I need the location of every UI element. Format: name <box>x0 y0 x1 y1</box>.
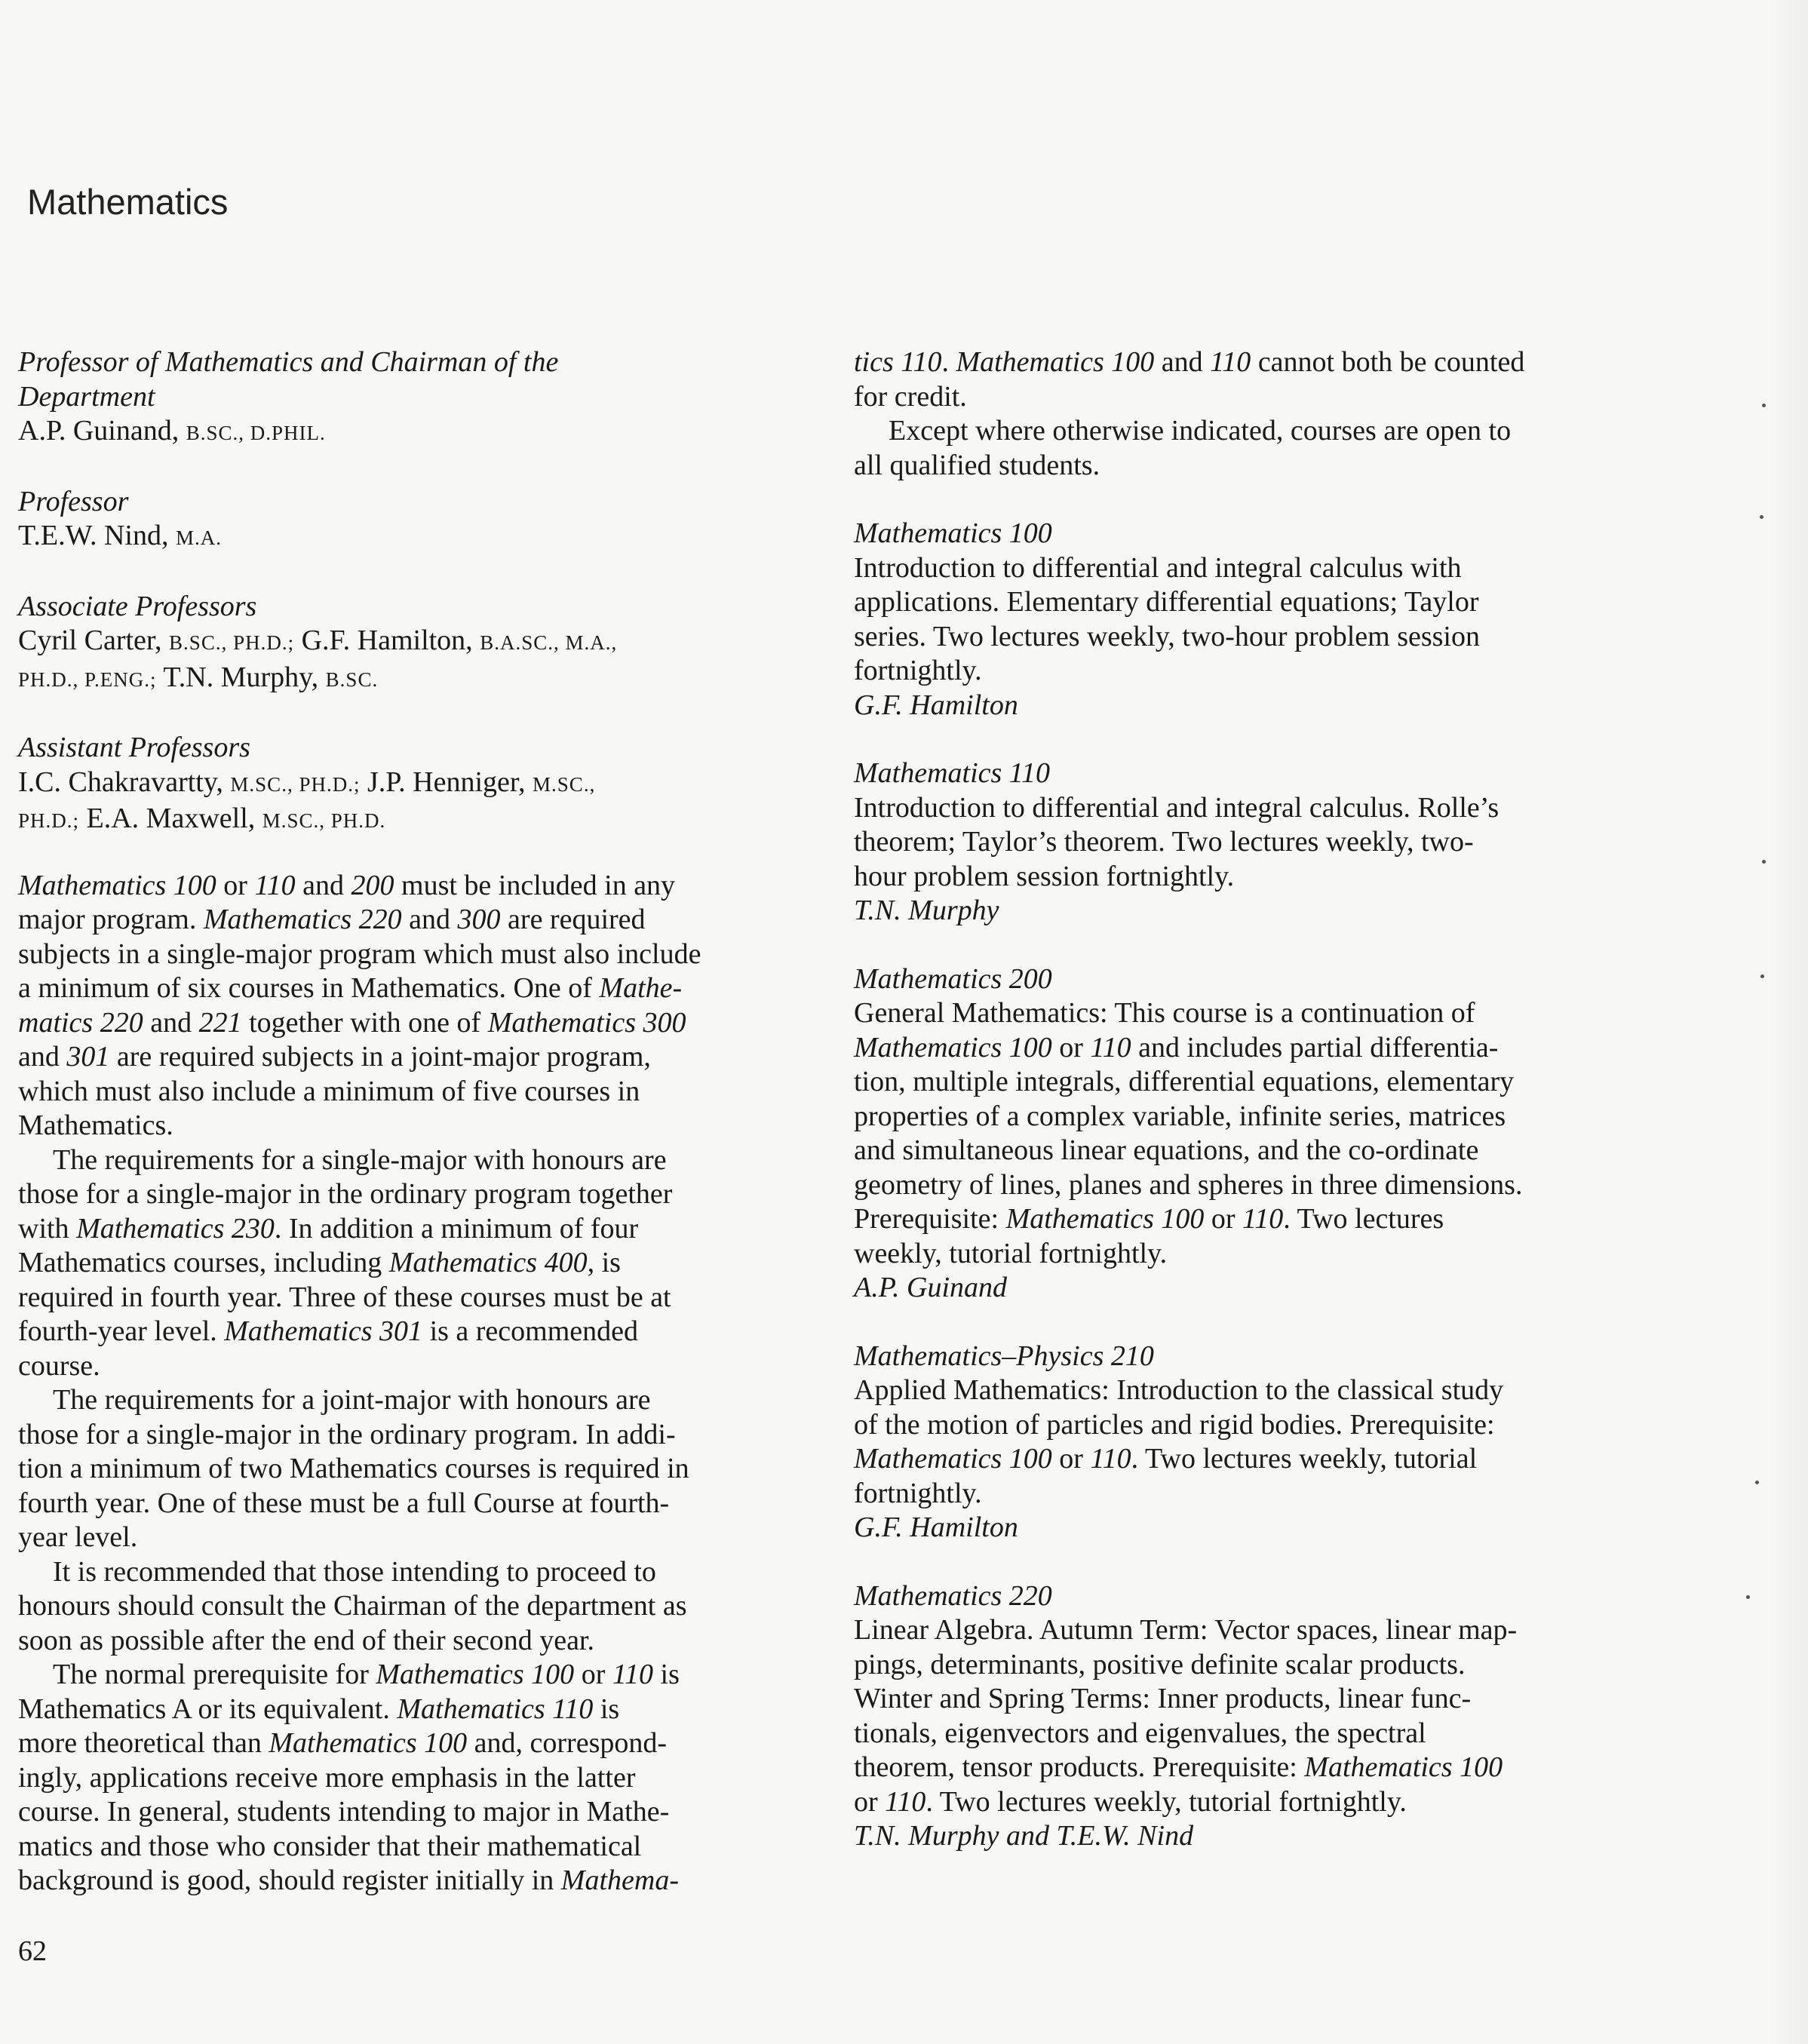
faculty-degrees: B.SC. <box>325 668 379 691</box>
italic-text: Mathematics 100 <box>854 1443 1052 1475</box>
faculty-degrees: M.SC., <box>533 772 596 796</box>
text-run: honours should consult the Chairman of the department as <box>18 1590 687 1622</box>
text-line <box>18 1624 824 1659</box>
text-run: for credit. <box>854 380 967 413</box>
faculty-line <box>18 624 824 661</box>
text-run: . Two lectures weekly, tutorial <box>1131 1443 1478 1475</box>
right-column <box>854 345 1668 1854</box>
scan-speck <box>1762 860 1766 864</box>
text-line <box>18 1281 824 1315</box>
text-line <box>18 1487 824 1521</box>
course-instructor: T.N. Murphy <box>854 895 999 926</box>
text-run: tion a minimum of two Mathematics courses is required in <box>18 1453 689 1484</box>
text-line <box>854 1785 1668 1820</box>
faculty-name: T.E.W. Nind, <box>18 520 169 551</box>
text-run: , is <box>587 1247 621 1278</box>
text-run: hour problem session fortnightly. <box>854 860 1235 892</box>
text-line <box>854 1373 1668 1408</box>
faculty-line <box>18 414 824 451</box>
scan-speck <box>1762 404 1766 407</box>
course-description <box>854 551 1668 689</box>
text-line <box>18 1658 824 1693</box>
text-run: is a recommended <box>422 1315 639 1347</box>
italic-text: 200 <box>351 869 394 901</box>
faculty-degrees: PH.D.; <box>18 809 80 832</box>
text-run: The requirements for a single-major with honours are <box>53 1143 667 1176</box>
text-run: cannot both be counted <box>1251 346 1525 378</box>
left-column <box>18 345 824 1898</box>
faculty-name: Cyril Carter, <box>18 625 162 656</box>
text-run: theorem; Taylor’s theorem. Two lectures weekly, two- <box>854 826 1474 858</box>
course-entry <box>854 1579 1668 1854</box>
faculty-name: I.C. Chakravartty, <box>18 766 223 798</box>
faculty-name: T.N. Murphy, <box>163 661 319 693</box>
text-run: or <box>216 869 255 901</box>
text-run: Mathematics A or its equivalent. <box>18 1693 398 1725</box>
text-line <box>854 1682 1668 1717</box>
italic-text: Mathematics 400 <box>388 1247 588 1278</box>
text-line <box>18 1418 824 1453</box>
course-instructor: T.N. Murphy and T.E.W. Nind <box>854 1820 1194 1852</box>
text-run: ingly, applications receive more emphasis in the latter <box>18 1761 636 1794</box>
role-title: Assistant Professors <box>18 732 250 763</box>
text-run: General Mathematics: This course is a continuation of <box>854 997 1475 1029</box>
text-line <box>854 1477 1668 1512</box>
text-run: and includes partial differentia- <box>1131 1031 1499 1063</box>
text-run: required in fourth year. Three of these courses must be at <box>18 1281 671 1313</box>
honours-recommendation-paragraph <box>18 1555 824 1659</box>
italic-text: matics 220 <box>18 1006 143 1039</box>
italic-text: 110 <box>1090 1031 1131 1063</box>
scan-speck <box>1746 1595 1750 1599</box>
italic-text: Mathematics 100 <box>18 869 216 901</box>
faculty-name: J.P. Henniger, <box>367 766 526 798</box>
text-line <box>18 1040 824 1075</box>
text-run: weekly, tutorial fortnightly. <box>854 1237 1168 1269</box>
text-line <box>18 1212 824 1247</box>
text-run: of the motion of particles and rigid bodies. Prerequisite: <box>854 1408 1495 1441</box>
faculty-name: G.F. Hamilton, <box>301 625 473 656</box>
italic-text: Mathema- <box>560 1864 679 1896</box>
text-run: are required <box>500 904 646 935</box>
text-run: background is good, should register initially in <box>18 1864 561 1896</box>
italic-text: Mathematics 220 <box>203 904 402 935</box>
role-title: Associate Professors <box>18 590 257 622</box>
text-line <box>18 1075 824 1109</box>
text-run: and <box>143 1006 199 1039</box>
text-line <box>18 1349 824 1384</box>
role-title: Professor of Mathematics and Chairman of the <box>18 346 559 378</box>
scan-speck <box>1760 515 1763 519</box>
italic-text: 110 <box>254 869 296 901</box>
text-line <box>18 869 824 904</box>
text-run: theorem, tensor products. Prerequisite: <box>854 1751 1305 1783</box>
text-line <box>854 1065 1668 1100</box>
honours-single-major-paragraph <box>18 1143 824 1384</box>
faculty-degrees: M.SC., PH.D. <box>262 809 386 832</box>
text-run: with <box>18 1212 77 1245</box>
text-run: matics and those who consider that their mathematical <box>18 1830 642 1862</box>
italic-text: 110 <box>1090 1443 1131 1475</box>
text-run: series. Two lectures weekly, two-hour problem session <box>854 620 1480 652</box>
text-line <box>854 585 1668 620</box>
italic-text: Mathe- <box>599 972 683 1004</box>
text-run: . Two lectures <box>1283 1203 1444 1235</box>
faculty-line <box>18 661 824 698</box>
course-instructor: G.F. Hamilton <box>854 689 1018 721</box>
text-run: and, correspond- <box>467 1727 668 1759</box>
course-entry <box>854 757 1668 928</box>
text-line <box>854 1202 1668 1237</box>
text-line <box>18 1864 824 1898</box>
text-run: Prerequisite: <box>854 1203 1006 1235</box>
course-title: Mathematics 110 <box>854 757 1050 789</box>
text-line <box>18 1383 824 1418</box>
course-instructor: G.F. Hamilton <box>854 1512 1018 1543</box>
italic-text: 110 <box>885 1785 926 1818</box>
text-run: more theoretical than <box>18 1727 269 1759</box>
text-run: which must also include a minimum of five courses in <box>18 1075 640 1107</box>
text-run: Linear Algebra. Autumn Term: Vector spaces, linear map- <box>854 1614 1518 1646</box>
text-run: . <box>941 346 956 378</box>
text-run: and <box>295 869 351 901</box>
text-run: is <box>593 1693 620 1725</box>
italic-text: 301 <box>66 1041 110 1073</box>
italic-text: 110 <box>612 1659 654 1690</box>
faculty-line <box>18 519 824 556</box>
text-run: or <box>574 1659 612 1690</box>
text-run: . Two lectures weekly, tutorial fortnightly. <box>925 1785 1407 1818</box>
text-line <box>18 938 824 972</box>
text-line <box>854 345 1668 380</box>
course-description <box>854 1373 1668 1511</box>
text-line <box>854 996 1668 1031</box>
course-instructor: A.P. Guinand <box>854 1272 1008 1303</box>
page-number: 62 <box>18 1935 47 1967</box>
course-entry <box>854 962 1668 1306</box>
text-line <box>854 654 1668 689</box>
page-title: Mathematics <box>27 182 229 222</box>
faculty-name: A.P. Guinand, <box>18 415 180 447</box>
text-run: fortnightly. <box>854 1477 982 1509</box>
text-line <box>854 1031 1668 1066</box>
role-title: Professor <box>18 485 129 517</box>
text-line <box>854 551 1668 586</box>
course-title: Mathematics 200 <box>854 962 1052 995</box>
text-line <box>18 1795 824 1830</box>
text-run: properties of a complex variable, infinite series, matrices <box>854 1100 1506 1132</box>
faculty-degrees: M.A. <box>175 526 222 549</box>
text-line <box>18 1452 824 1487</box>
text-line <box>18 903 824 938</box>
italic-text: Mathematics 100 <box>956 346 1155 378</box>
course-entry <box>854 1340 1668 1545</box>
course-description <box>854 996 1668 1271</box>
text-line <box>18 1177 824 1212</box>
text-run: together with one of <box>241 1006 488 1039</box>
prerequisite-paragraph <box>18 1658 824 1898</box>
text-run: and <box>401 904 458 935</box>
text-line <box>18 1006 824 1041</box>
text-line <box>18 1693 824 1727</box>
text-run: Introduction to differential and integral calculus. Rolle’s <box>854 791 1500 824</box>
text-line <box>18 1555 824 1590</box>
text-run: those for a single-major in the ordinary program together <box>18 1178 673 1210</box>
italic-text: 221 <box>198 1006 242 1039</box>
text-line <box>18 1830 824 1864</box>
text-line <box>854 1717 1668 1751</box>
scan-speck <box>1755 1481 1759 1484</box>
text-run: fourth-year level. <box>18 1315 225 1347</box>
italic-text: Mathematics 301 <box>224 1315 423 1347</box>
text-run: tion, multiple integrals, differential equations, elementary <box>854 1066 1515 1097</box>
faculty-chairman <box>18 345 824 451</box>
text-line <box>18 1109 824 1143</box>
italic-text: Mathematics 300 <box>487 1006 686 1039</box>
text-line <box>854 825 1668 860</box>
italic-text: 300 <box>457 904 501 935</box>
italic-text: tics 110 <box>854 346 942 378</box>
italic-text: Mathematics 230 <box>76 1212 275 1245</box>
course-entry <box>854 517 1668 723</box>
italic-text: 110 <box>1210 346 1251 378</box>
text-line <box>18 1521 824 1555</box>
text-line <box>18 1589 824 1624</box>
text-run: geometry of lines, planes and spheres in three dimensions. <box>854 1168 1523 1201</box>
text-run: major program. <box>18 904 204 935</box>
text-run: or <box>1051 1443 1091 1475</box>
course-description <box>854 791 1668 895</box>
text-line <box>854 620 1668 655</box>
text-run: Mathematics. <box>18 1109 173 1141</box>
text-line <box>854 1134 1668 1168</box>
text-run: . In addition a minimum of four <box>274 1212 639 1245</box>
text-run: are required subjects in a joint-major program, <box>109 1041 651 1073</box>
text-line <box>854 1237 1668 1272</box>
text-run: Winter and Spring Terms: Inner products, linear func- <box>854 1683 1472 1714</box>
text-run: all qualified students. <box>854 449 1100 481</box>
scan-speck <box>1760 974 1764 978</box>
text-run: subjects in a single-major program which must also include <box>18 938 701 970</box>
text-run: fourth year. One of these must be a full Course at fourth- <box>18 1487 670 1519</box>
faculty-line <box>18 802 824 839</box>
honours-joint-major-paragraph <box>18 1383 824 1555</box>
program-requirements-paragraph <box>18 869 824 1143</box>
text-run: must be included in any <box>394 869 676 901</box>
text-run: or <box>1204 1203 1243 1235</box>
text-line <box>18 1726 824 1761</box>
faculty-assistant-professors <box>18 731 824 839</box>
text-line <box>18 1246 824 1281</box>
text-run: The normal prerequisite for <box>53 1659 376 1690</box>
text-run: Except where otherwise indicated, courses are open to <box>889 415 1512 447</box>
italic-text: Mathematics 100 <box>854 1031 1052 1063</box>
text-run: course. In general, students intending to major in Mathe- <box>18 1796 670 1828</box>
faculty-degrees: M.SC., PH.D.; <box>230 772 361 796</box>
text-run: pings, determinants, positive definite scalar products. <box>854 1648 1466 1680</box>
text-line <box>854 1168 1668 1203</box>
text-run: course. <box>18 1349 100 1382</box>
credit-note-paragraph <box>854 345 1668 414</box>
text-line <box>854 1408 1668 1443</box>
course-list <box>854 517 1668 1854</box>
text-run: The requirements for a joint-major with honours are <box>53 1384 651 1416</box>
text-run: or <box>1051 1031 1091 1063</box>
text-run: It is recommended that those intending to proceed to <box>53 1555 656 1588</box>
text-line <box>854 449 1668 483</box>
text-run: year level. <box>18 1521 138 1553</box>
faculty-degrees: PH.D., P.ENG.; <box>18 668 157 691</box>
course-title: Mathematics–Physics 210 <box>854 1340 1154 1372</box>
course-title: Mathematics 100 <box>854 517 1052 549</box>
text-run: is <box>653 1659 680 1690</box>
text-run: applications. Elementary differential equations; Taylor <box>854 586 1479 618</box>
text-line <box>854 414 1668 449</box>
text-run: those for a single-major in the ordinary program. In addi- <box>18 1418 676 1450</box>
italic-text: Mathematics 100 <box>269 1727 468 1759</box>
role-title-continued: Department <box>18 380 155 413</box>
text-line <box>854 380 1668 415</box>
text-line <box>854 791 1668 826</box>
italic-text: Mathematics 100 <box>1304 1751 1503 1783</box>
text-run: fortnightly. <box>854 655 982 686</box>
text-line <box>18 1143 824 1178</box>
text-run: and <box>18 1041 67 1073</box>
italic-text: 110 <box>1242 1203 1284 1235</box>
faculty-name: E.A. Maxwell, <box>86 803 256 834</box>
italic-text: Mathematics 110 <box>397 1693 594 1725</box>
text-line <box>854 1613 1668 1648</box>
text-run: Applied Mathematics: Introduction to the classical study <box>854 1374 1504 1406</box>
text-run: Introduction to differential and integral calculus with <box>854 551 1462 584</box>
text-run: and <box>1154 346 1211 378</box>
faculty-degrees: B.SC., PH.D.; <box>169 631 295 654</box>
faculty-degrees: B.A.SC., M.A., <box>480 631 618 654</box>
text-run: a minimum of six courses in Mathematics. One of <box>18 972 600 1004</box>
course-title: Mathematics 220 <box>854 1579 1052 1612</box>
text-line <box>854 1751 1668 1785</box>
text-run: and simultaneous linear equations, and the co-ordinate <box>854 1134 1479 1166</box>
text-run: or <box>854 1785 886 1818</box>
faculty-line <box>18 766 824 803</box>
text-line <box>854 1100 1668 1134</box>
text-line <box>854 1648 1668 1683</box>
open-courses-paragraph <box>854 414 1668 483</box>
text-line <box>18 1315 824 1349</box>
italic-text: Mathematics 100 <box>376 1659 575 1690</box>
course-description <box>854 1613 1668 1819</box>
faculty-professor <box>18 485 824 556</box>
text-line <box>18 971 824 1006</box>
faculty-degrees: B.SC., D.PHIL. <box>186 422 326 444</box>
text-line <box>18 1761 824 1796</box>
text-run: tionals, eigenvectors and eigenvalues, the spectral <box>854 1717 1426 1749</box>
faculty-associate-professors <box>18 590 824 698</box>
page-edge-shadow <box>1769 0 1808 2044</box>
text-run: Mathematics courses, including <box>18 1247 389 1278</box>
text-line <box>854 1442 1668 1477</box>
italic-text: Mathematics 100 <box>1005 1203 1205 1235</box>
text-run: soon as possible after the end of their second year. <box>18 1624 594 1656</box>
text-line <box>854 860 1668 895</box>
